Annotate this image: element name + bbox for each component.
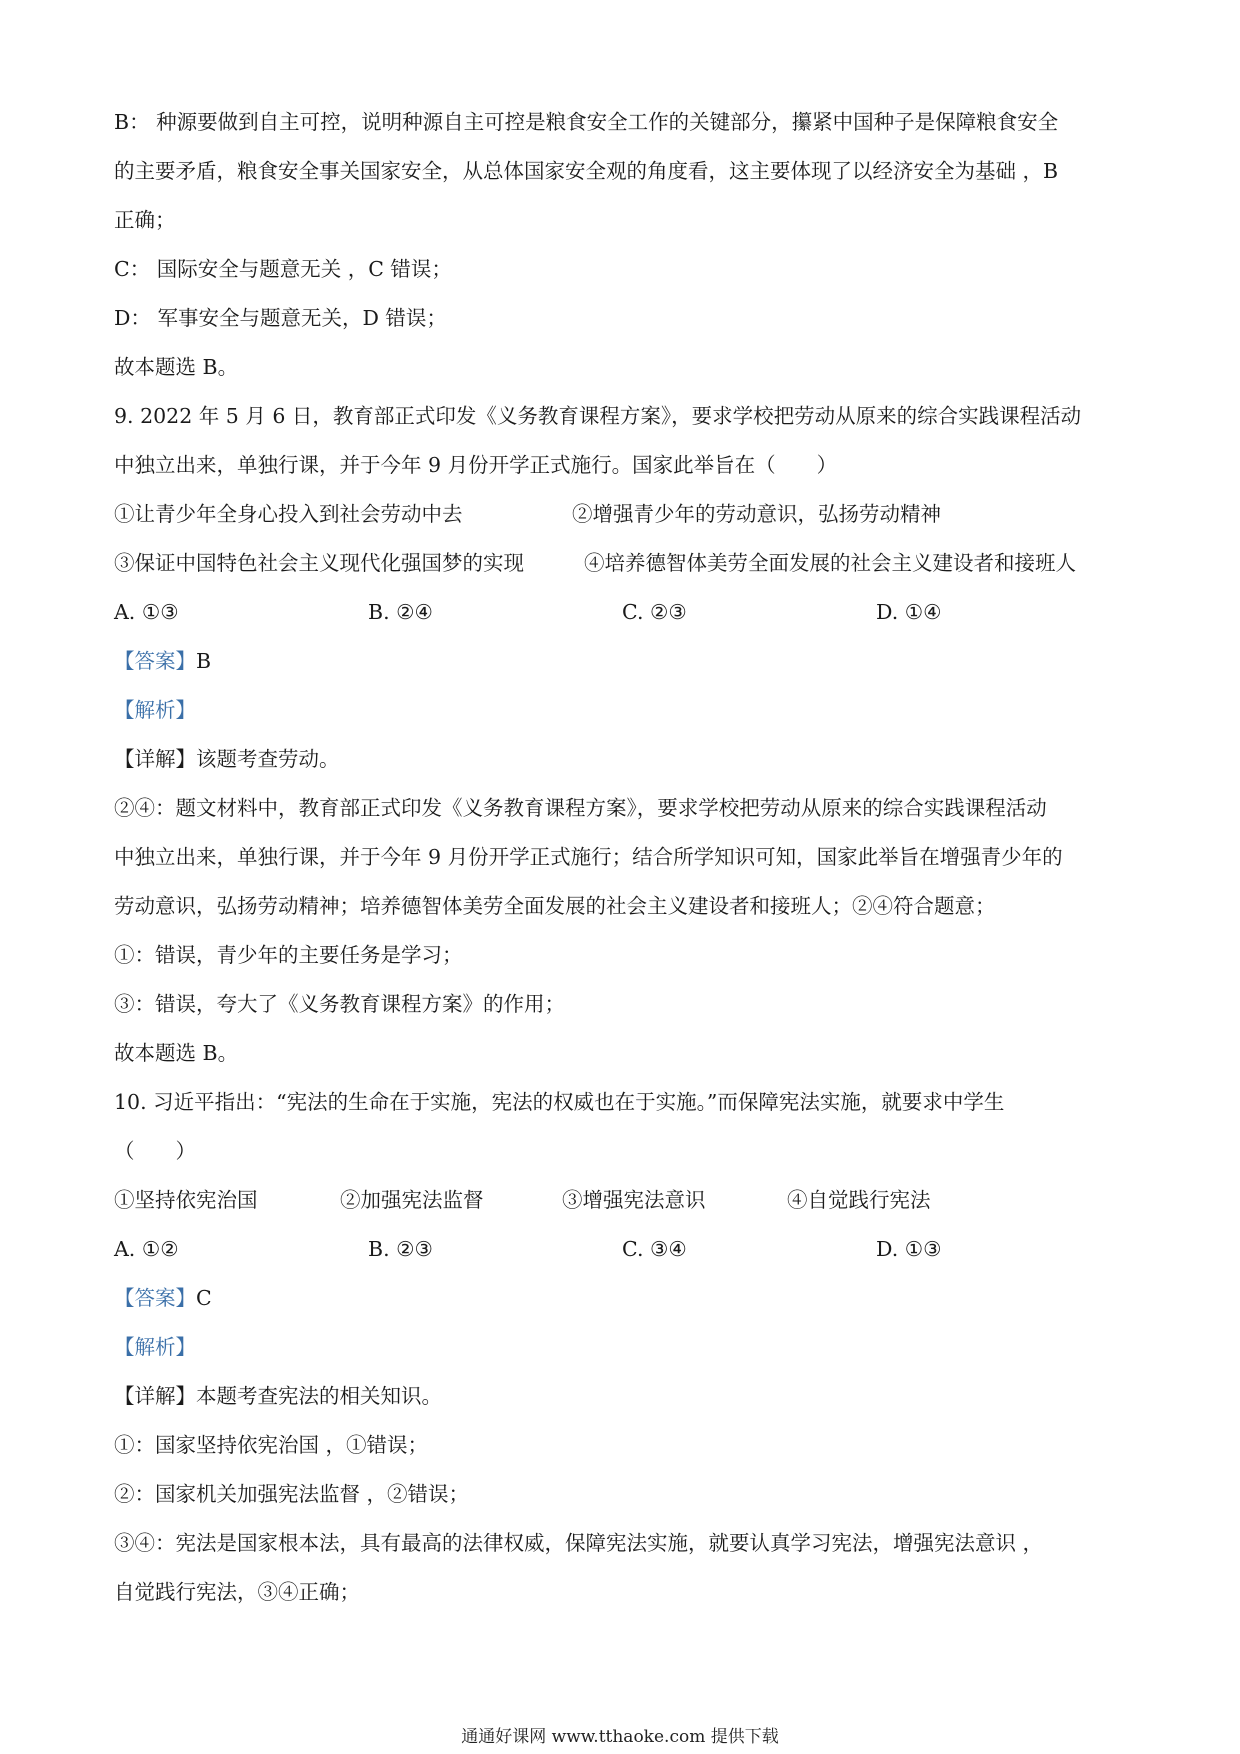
condition-item: ③保证中国特色社会主义现代化强国梦的实现 [114, 551, 524, 575]
condition-item: ①让青少年全身心投入到社会劳动中去 [114, 502, 463, 526]
question-10-stem: 10. 习近平指出：“宪法的生命在于实施，宪法的权威也在于实施。”而保障宪法实施，就要求中学生 [114, 1090, 1005, 1114]
option-d: D. ①④ [876, 600, 942, 624]
analysis-line: C： 国际安全与题意无关 ，C 错误； [114, 257, 452, 281]
analysis-heading [114, 1323, 1124, 1372]
option-b: B. ②③ [368, 1237, 433, 1261]
question-9-options [114, 588, 1124, 637]
question-9-stem: 中独立出来，单独行课，并于今年 9 月份开学正式施行。国家此举旨在（ ） [114, 453, 838, 477]
answer-tag: 【答案】 [114, 649, 196, 673]
question-10-options [114, 1225, 1124, 1274]
detail-line: 劳动意识，弘扬劳动精神；培养德智体美劳全面发展的社会主义建设者和接班人；②④符合题意； [114, 894, 996, 918]
detail-line: ①：国家坚持依宪治国 ，①错误； [114, 1433, 429, 1457]
answer-value: B [196, 649, 212, 673]
detail-line: 自觉践行宪法，③④正确； [114, 1580, 360, 1604]
condition-item: ③增强宪法意识 [562, 1188, 706, 1212]
question-9-conditions-row2 [114, 539, 1124, 588]
question-9-stem: 9. 2022 年 5 月 6 日，教育部正式印发《义务教育课程方案》，要求学校把劳动从原来的综合实践课程活动 [114, 404, 1082, 428]
document-body [114, 98, 1124, 1617]
detail-line: ①：错误，青少年的主要任务是学习； [114, 943, 463, 967]
analysis-tag: 【解析】 [114, 1335, 196, 1359]
conclusion-line: 故本题选 B。 [114, 1041, 239, 1065]
analysis-line: 的主要矛盾，粮食安全事关国家安全，从总体国家安全观的角度看，这主要体现了以经济安全为基础 ，B [114, 159, 1059, 183]
condition-item: ④自觉践行宪法 [787, 1188, 931, 1212]
detail-line: 【详解】该题考查劳动。 [114, 747, 340, 771]
detail-line: ③④：宪法是国家根本法，具有最高的法律权威，保障宪法实施，就要认真学习宪法，增强宪法意识 ， [114, 1531, 1044, 1555]
question-10-stem: （ ） [114, 1139, 196, 1163]
option-b: B. ②④ [368, 600, 433, 624]
conclusion-line: 故本题选 B。 [114, 355, 239, 379]
option-c: C. ③④ [622, 1237, 687, 1261]
option-c: C. ②③ [622, 600, 687, 624]
option-a: A. ①② [114, 1237, 179, 1261]
detail-line: ②：国家机关加强宪法监督 ，②错误； [114, 1482, 470, 1506]
analysis-line: D： 军事安全与题意无关，D 错误； [114, 306, 447, 330]
answer-value: C [196, 1286, 212, 1310]
answer-line [114, 1274, 1124, 1323]
analysis-heading [114, 686, 1124, 735]
analysis-tag: 【解析】 [114, 698, 196, 722]
question-9-conditions-row1 [114, 490, 1124, 539]
answer-line [114, 637, 1124, 686]
detail-line: 中独立出来，单独行课，并于今年 9 月份开学正式施行；结合所学知识可知，国家此举旨在增强青少年的 [114, 845, 1063, 869]
answer-tag: 【答案】 [114, 1286, 196, 1310]
condition-item: ②增强青少年的劳动意识，弘扬劳动精神 [572, 502, 941, 526]
analysis-line: B： 种源要做到自主可控，说明种源自主可控是粮食安全工作的关键部分，攥紧中国种子是保障粮食安全 [114, 110, 1059, 134]
detail-line: 【详解】本题考查宪法的相关知识。 [114, 1384, 442, 1408]
condition-item: ④培养德智体美劳全面发展的社会主义建设者和接班人 [584, 551, 1076, 575]
page-footer: 通通好课网 www.tthaoke.com 提供下载 [461, 1727, 779, 1747]
detail-line: ③：错误，夸大了《义务教育课程方案》的作用； [114, 992, 565, 1016]
option-d: D. ①③ [876, 1237, 942, 1261]
analysis-line: 正确； [114, 208, 176, 232]
detail-line: ②④：题文材料中，教育部正式印发《义务教育课程方案》，要求学校把劳动从原来的综合实践课程活动 [114, 796, 1047, 820]
option-a: A. ①③ [114, 600, 179, 624]
condition-item: ①坚持依宪治国 [114, 1188, 258, 1212]
question-10-conditions [114, 1176, 1124, 1225]
condition-item: ②加强宪法监督 [340, 1188, 484, 1212]
